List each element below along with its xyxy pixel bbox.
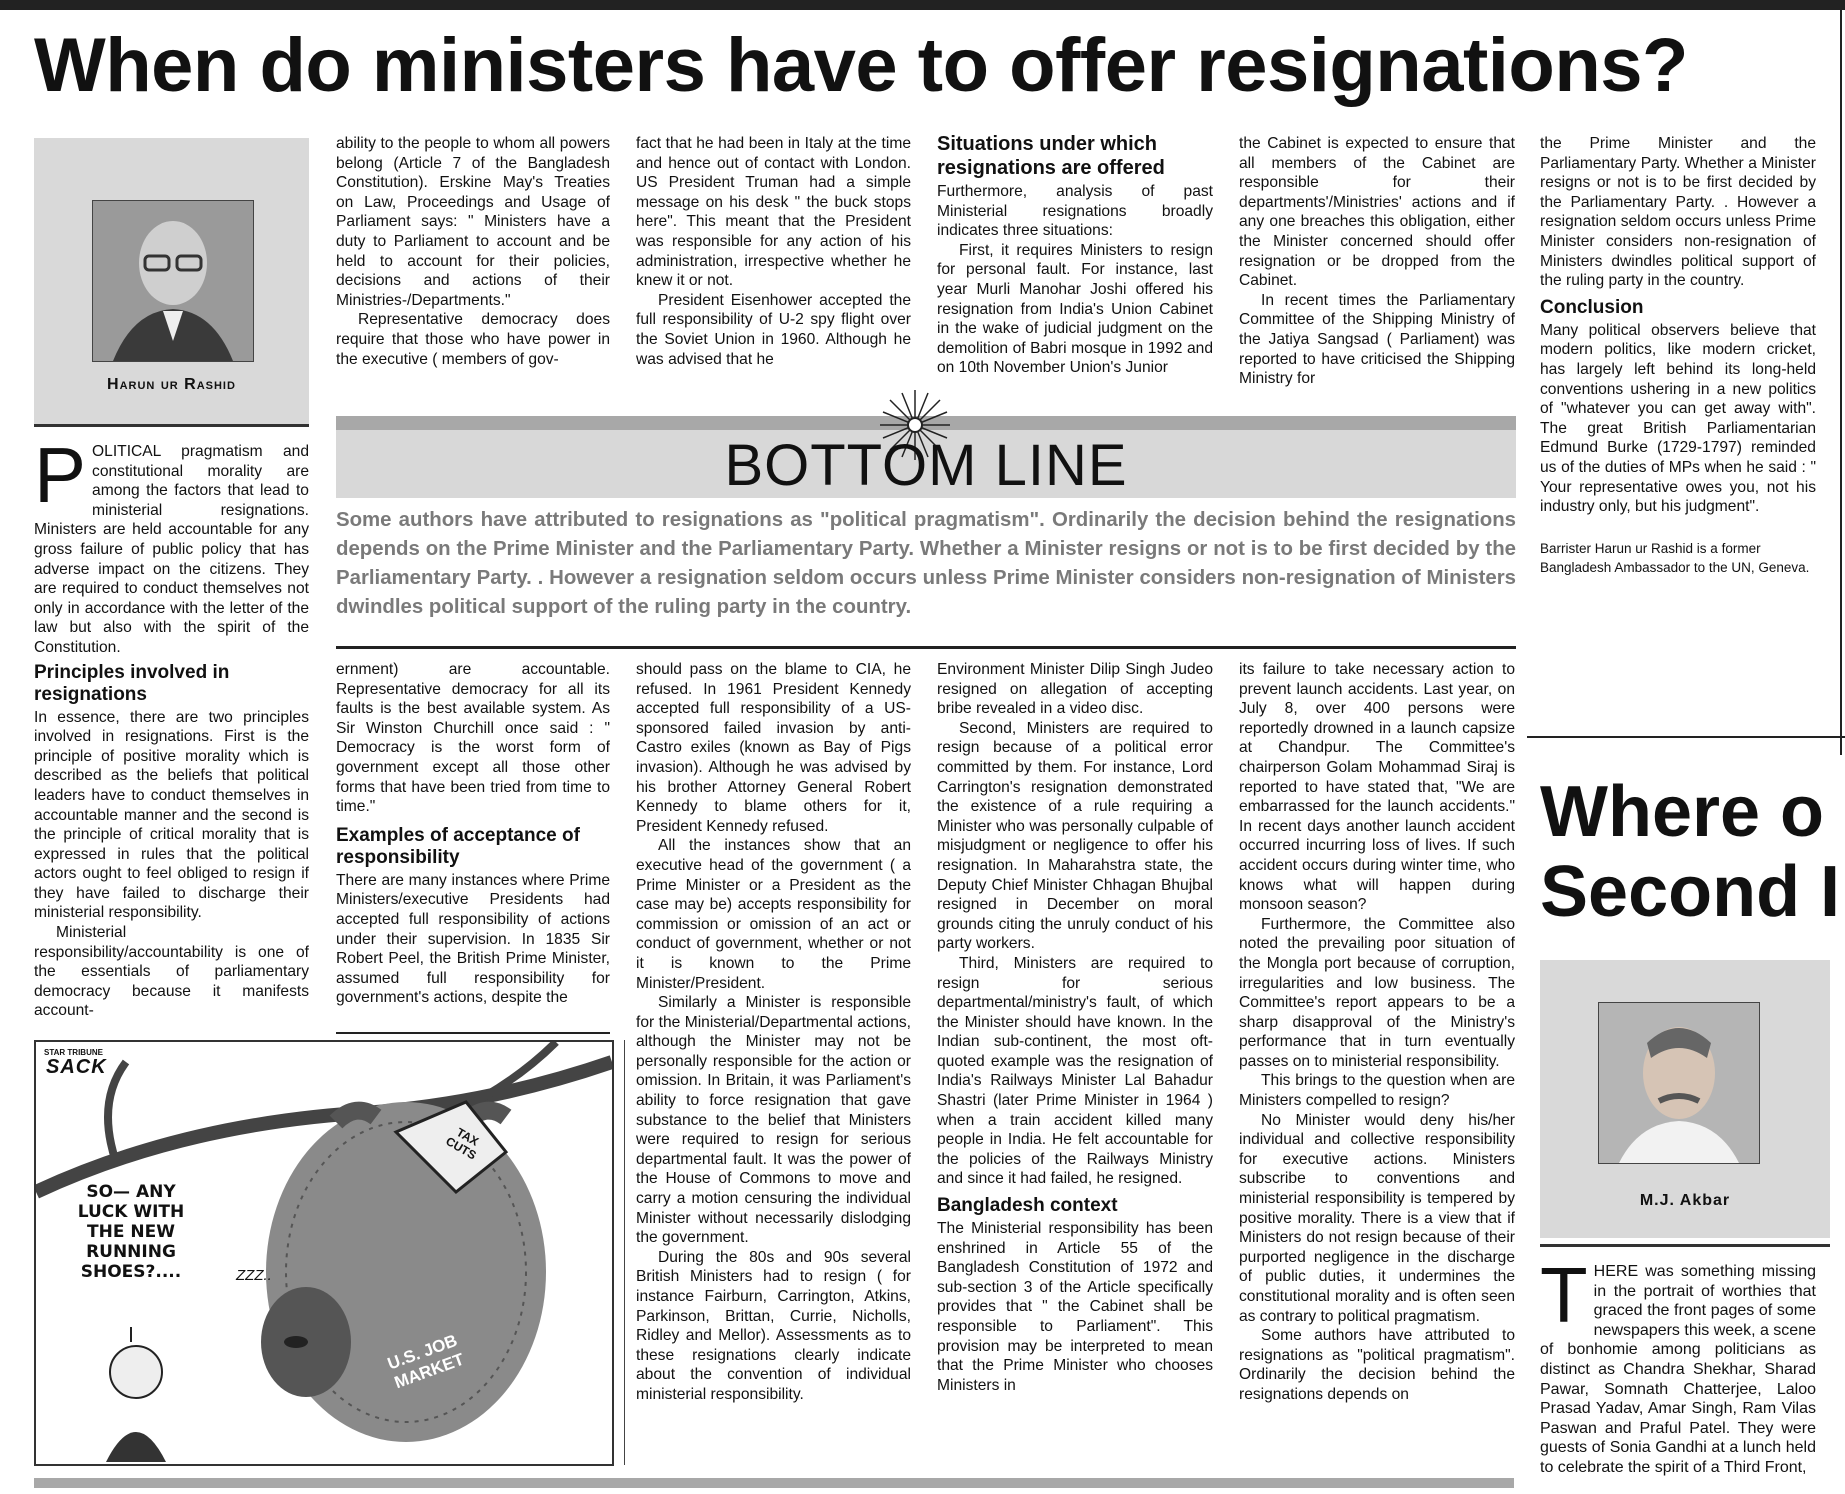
dropcap: P (34, 442, 87, 519)
top-rule (0, 0, 1845, 10)
author-bio: Barrister Harun ur Rashid is a former Bangladesh Ambassador to the UN, Geneva. (1540, 540, 1810, 575)
second-author-rule (1540, 1244, 1830, 1247)
paragraph: fact that he had been in Italy at the time and hence out of contact with London. US President Truman had a simple message on his desk " the buck stops here". This meant that the President was responsible for any action of his administration, irrespective whether he knew it or not. (636, 135, 911, 290)
paragraph: Similarly a Minister is responsible for the Ministerial/Departmental actions, although the Minister may not be personally responsible for the action or omission. In Britain, it was Parliament's ability to force resignation that gave substance to the belief that Ministers were required to resign for serious departmental fault. It was the power of the House of Commons to move and carry a motion censuring the individual Minister without necessarily dislodging the government. (636, 994, 911, 1247)
column-3-top (636, 134, 911, 394)
page-bottom-rule (34, 1478, 1514, 1488)
cartoon-credit: STAR TRIBUNE (44, 1048, 103, 1057)
column-4-top (937, 132, 1213, 400)
paragraph: Furthermore, analysis of past Ministerial resignations broadly indicates three situations: (937, 183, 1213, 240)
second-author-portrait-icon (1598, 1002, 1760, 1164)
column-2-bottom-rule (336, 1032, 610, 1034)
second-article-headline-2: Second I (1540, 852, 1841, 932)
bottom-line-text: Some authors have attributed to resignations as "political pragmatism". Ordinarily the decision behind the resignations depends on the Prime Minister and the Parliamentary Party. Whether a Minister resigns or not is to be first decided by the Parliamentary Party. . However a resignation seldom occurs unless Prime Minister considers non-resignation of Ministers dwindles political support of the ruling party in the country. (336, 509, 1516, 618)
subhead-bangladesh: Bangladesh context (937, 1195, 1118, 1217)
lead-paragraph: OLITICAL pragmatism and constitutional morality are among the factors that lead to ministerial resignations. Ministers are held accountable for any gross failure of public policy that has adverse impact on the citizens. They are required to conduct themselves not only in accordance with the letter of the law but also with the spirit of the Constitution. (34, 443, 309, 656)
author-portrait-icon (92, 200, 254, 362)
bottom-line-bottom-rule (336, 646, 1516, 649)
paragraph: In recent times the Parliamentary Committee of the Shipping Ministry of the Jatiya Sangsad ( Parliament) was reported to have criticised the Shipping Ministry for (1239, 291, 1515, 388)
column-2-bottom (336, 660, 610, 1032)
paragraph: Ministerial responsibility/accountability is one of the essentials of parliamentary democracy because it manifests account- (34, 924, 309, 1020)
column-3-bottom (636, 660, 911, 1460)
paragraph: During the 80s and 90s several British Ministers had to resign ( for instance Fairburn, Carrington, Atkins, Parkinson, Brittan, Currie, Nicholls, Ridley and Mellor). Assessments as to these resignations clearly indicate about the convention of individual ministerial responsibility. (636, 1248, 911, 1403)
author-name: Harun ur Rashid (107, 376, 236, 393)
right-edge-rule (1840, 10, 1842, 755)
paragraph: ability to the people to whom all powers belong (Article 7 of the Bangladesh Constitution). Erskine May's Treaties on Law, Proceedings and Usage of Parliament says: " Ministers have a duty to Parliament to account and be held to account for their policies, decisions and actions of their Ministries-/Departments." (336, 135, 610, 309)
paragraph: First, it requires Ministers to resign for personal fault. For instance, last year Murli Manohar Joshi offered his resignation from India's Union Cabinet in the wake of judicial judgment on the demolition of Babri mosque in 1992 and on 10th November Union's Junior (937, 241, 1213, 377)
second-lead-paragraph: HERE was something missing in the portrait of worthies that graced the front pages of some newspapers this week, a scene of bonhomie among politicians as distinct as Chandra Shekhar, Sharad Pawar, Somnath Chatterjee, Laloo Prasad Yadav, Amar Singh, Ram Vilas Paswan and Praful Patel. They were guests of Sonia Gandhi at a lunch held to celebrate the spirit of a Third Front, (1540, 1263, 1816, 1476)
subhead-principles: Principles involved in resignations (34, 661, 230, 705)
paragraph: In essence, there are two principles involved in resignations. First is the principle of positive morality which is described as the beliefs that political leaders have to conduct themselves in accountable manner and the second is the principle of critical morality that is expressed in rules that the political actors ought to feel obliged to resign if they have failed to discharge their ministerial responsibility. (34, 708, 309, 922)
second-author-name: M.J. Akbar (1639, 1192, 1731, 1209)
column-6 (1540, 134, 1816, 624)
column-4-bottom (937, 660, 1213, 1465)
second-article-column (1540, 1262, 1816, 1492)
paragraph: Representative democracy does require that those who have power in the executive ( members of gov- (336, 311, 610, 368)
paragraph: Some authors have attributed to resignations as "political pragmatism". Ordinarily the decision behind the resignations depends on (1239, 1327, 1515, 1403)
paragraph: All the instances show that an executive head of the government ( a Prime Minister or a President as the case may be) accepts responsibility for commission or omission of an act or conduct of government, whether or not it is known to the Prime Minister/President. (636, 837, 911, 992)
author-photo-box (34, 138, 309, 426)
subhead-situations: Situations under which resignations are offered (937, 133, 1165, 179)
subhead-examples: Examples of acceptance of responsibility (336, 824, 580, 868)
paragraph: its failure to take necessary action to prevent launch accidents. Last year, on July 8, over 400 persons were reportedly drowned in a launch capsize at Chandpur. The Committee's chairperson Golam Mohammad Siraj is reported to have stated that, "We are embarrassed for the launch accidents." In recent days another launch accident occurred incurring loss of lives. If such accident occurs during winter time, who knows what will happen during monsoon season? (1239, 661, 1515, 914)
paragraph: There are many instances where Prime Ministers/executive Presidents had accepted full responsibility of actions under their supervision. In 1835 Sir Robert Peel, the British Prime Minister, assumed full responsibility for government's actions, despite the (336, 871, 610, 1007)
paragraph: ernment) are accountable. Representative democracy for all its faults is the best available system. As Sir Winston Churchill once said : " Democracy is the worst form of government except all those other forms that have been tried from time to time." (336, 661, 610, 816)
second-author-photo-box (1540, 960, 1830, 1238)
sloth-cartoon-icon (34, 1040, 614, 1466)
cartoon-shoe-label: TAX CUTS (443, 1125, 481, 1163)
paragraph: No Minister would deny his/her individual and collective responsibility for executive actions. Ministers subscribe to conventions and ministerial responsibility is tempered by positive morality. There is a view that if Ministers do not resign because of their purported negligence in the discharge of public duties, it undermines the constitutional morality and is often seen as contrary to political pragmatism. (1239, 1111, 1515, 1325)
paragraph: Third, Ministers are required to resign for serious departmental/ministry's fault, of which the Minister should have known. In the Indian sub-continent, the most oft-quoted example was the resignation of India's Railways Minister Lal Bahadur Shastri (later Prime Minister in 1964 ) when a train accident killed many people in India. He felt accountable for the policies of the Railways Ministry and since it had failed, he resigned. (937, 954, 1213, 1188)
paragraph: President Eisenhower accepted the full responsibility of U-2 spy flight over the Soviet Union in 1960. Although he was advised that he (636, 291, 911, 368)
cartoon-sloth-label: U.S. JOB MARKET (384, 1330, 467, 1393)
cartoon-speech: SO— ANY LUCK WITH THE NEW RUNNING SHOES?.... (77, 1182, 185, 1282)
bottom-line-title: BOTTOM LINE (724, 433, 1128, 498)
second-article-headline-1: Where o (1540, 772, 1825, 852)
column-divider (624, 1040, 625, 1465)
paragraph: The Ministerial responsibility has been enshrined in Article 55 of the Bangladesh Constitution of 1972 and sub-section 3 of the Article specifically provides that " the Cabinet shall be responsible to Parliament". This provision may be interpreted to mean that the Prime Minister who chooses Ministers in (937, 1220, 1213, 1394)
cartoon-signature: SACK (46, 1056, 107, 1078)
paragraph: Furthermore, the Committee also noted the prevailing poor situation of the Mongla port because of corruption, irregularities and low business. The Committee's report appears to be a sharp disapproval of the Ministry's performance that in turn eventually passes on to ministerial responsibility. (1239, 915, 1515, 1070)
cartoon-snore: ZZZ.. (236, 1267, 272, 1284)
paragraph: should pass on the blame to CIA, he refused. In 1961 President Kennedy accepted full responsibility of a US-sponsored failed invasion by anti-Castro exiles (known as Bay of Pigs invasion). Although he was advised by his brother Attorney General Robert Kennedy to blame others for it, President Kennedy refused. (636, 661, 911, 835)
paragraph: Second, Ministers are required to resign because of a political error committed by them. For instance, Lord Carrington's resignation demonstrated the existence of a rule requiring a Minister who was personally culpable of misjudgment or negligence to offer his resignation. In Maharahstra state, the Deputy Chief Minister Chhagan Bhujbal resigned in December on moral grounds citing the unruly conduct of his party workers. (937, 719, 1213, 953)
second-article-frame (1527, 736, 1845, 738)
paragraph: the Prime Minister and the Parliamentary Party. Whether a Minister resigns or not is to be first decided by the Parliamentary Party. . However a resignation seldom occurs unless Prime Minister considers non-resignation of Ministers dwindles political support of the ruling party in the country. (1540, 135, 1816, 290)
headline: When do ministers have to offer resignations? (34, 23, 1688, 108)
column-5-top (1239, 134, 1515, 404)
author-rule (34, 424, 309, 427)
paragraph: This brings to the question when are Ministers compelled to resign? (1239, 1072, 1515, 1110)
second-dropcap: T (1540, 1262, 1588, 1339)
column-1 (34, 442, 309, 1027)
paragraph: Many political observers believe that modern politics, like modern cricket, has largely left behind its long-held conventions ushering in a new politics of "whatever you can get away with". The great British Parliamentarian Edmund Burke (1729-1797) reminded us of the duties of MPs when he said : " Your representative owes you, not his industry only, but his judgment". (1540, 321, 1816, 516)
paragraph: the Cabinet is expected to ensure that all members of the Cabinet are responsible for their departments'/Ministries' actions and if any one breaches this obligation, either the Minister concerned should offer resignation or be dropped from the Cabinet. (1239, 135, 1515, 290)
column-2-top (336, 134, 610, 394)
subhead-conclusion: Conclusion (1540, 296, 1644, 318)
paragraph: Environment Minister Dilip Singh Judeo resigned on allegation of accepting bribe revealed in a video disc. (937, 661, 1213, 718)
column-5-bottom (1239, 660, 1515, 1465)
